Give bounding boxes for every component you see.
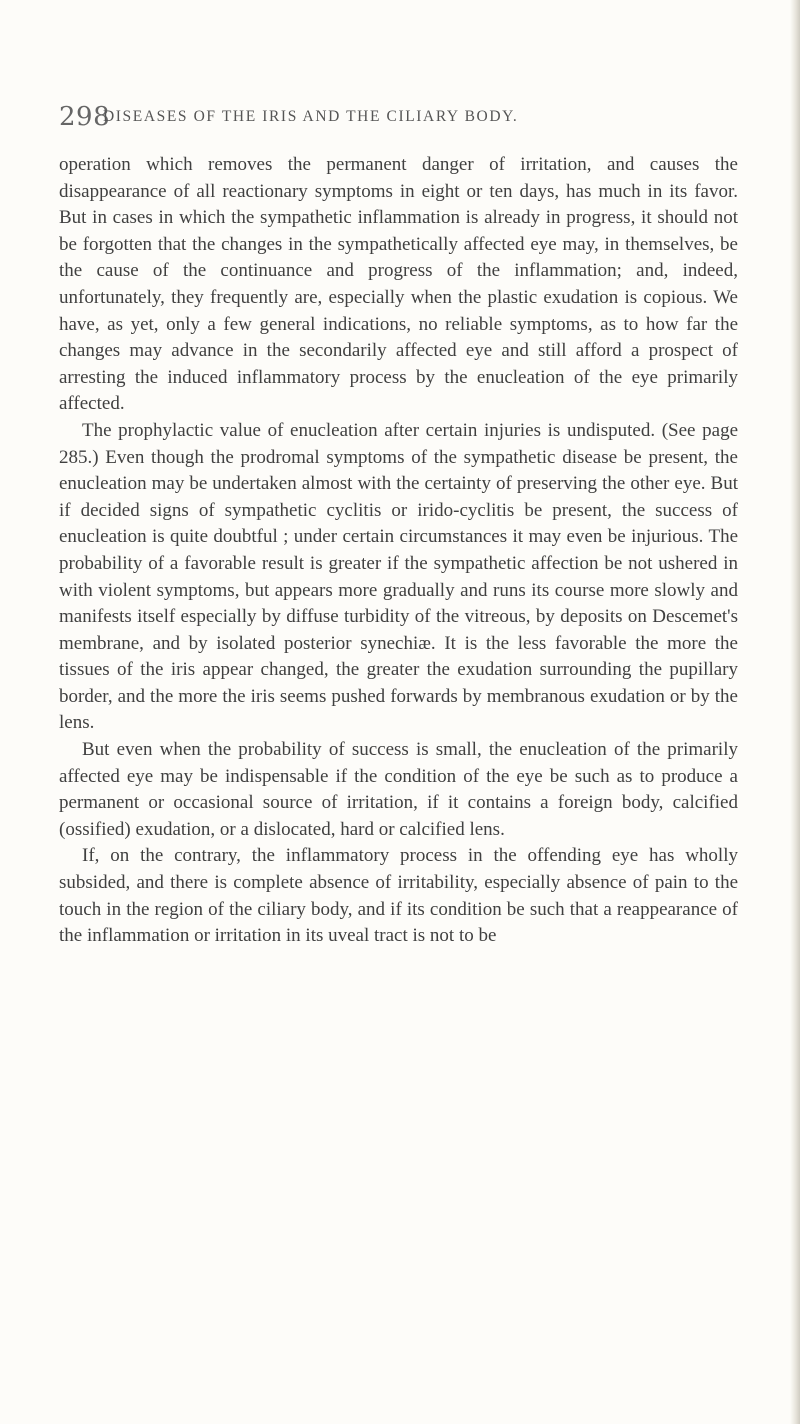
paragraph-4: If, on the contrary, the inflammatory process in the offending eye has wholly subsided, and there is complete absence of irritability, especially absence of pain to the touch in the region of the ciliary body, and if its condition be such that a reappearance of the inflammation or irritation in its uveal tract is not to be [59, 845, 738, 947]
running-head: DISEASES OF THE IRIS AND THE CILIARY BODY. [103, 108, 519, 125]
page-header [59, 100, 739, 140]
paragraph-1: operation which removes the permanent danger of irritation, and causes the disappearance of all reactionary symptoms in eight or ten days, has much in its favor. But in cases in which the sympathetic inflammation is already in progress, it should not be forgotten that the changes in the sympathetically affected eye may, in themselves, be the cause of the continuance and progress of the inflammation; and, indeed, unfortunately, they frequently are, especially when the plastic exudation is copious. We have, as yet, only a few general indications, no reliable symptoms, as to how far the changes may advance in the secondarily affected eye and still afford a prospect of arresting the induced inflammatory process by the enucleation of the eye primarily affected. [59, 154, 738, 415]
page-edge [790, 0, 800, 1424]
body-text [59, 152, 738, 950]
paragraph-3: But even when the probability of success is small, the enucleation of the primarily affected eye may be indispensable if the condition of the eye be such as to produce a permanent or occasional source of irritation, if it contains a foreign body, calcified (ossified) exudation, or a dislocated, hard or calcified lens. [59, 739, 738, 840]
paragraph-2: The prophylactic value of enucleation after certain injuries is undisputed. (See page 285.) Even though the prodromal symptoms of the sympathetic disease be present, the enucleation may be undertaken almost with the certainty of preserving the other eye. But if decided signs of sympathetic cyclitis or irido-cyclitis be present, the success of enucleation is quite doubtful ; under certain circumstances it may even be injurious. The probability of a favorable result is greater if the sympathetic affection be not ushered in with violent symptoms, but appears more gradually and runs its course more slowly and manifests itself especially by diffuse turbidity of the vitreous, by deposits on Descemet's membrane, and by isolated posterior synechiæ. It is the less favorable the more the tissues of the iris appear changed, the greater the exudation surrounding the pupillary border, and the more the iris seems pushed forwards by membranous exudation or by the lens. [59, 419, 738, 734]
page-number: 298 [59, 102, 111, 132]
